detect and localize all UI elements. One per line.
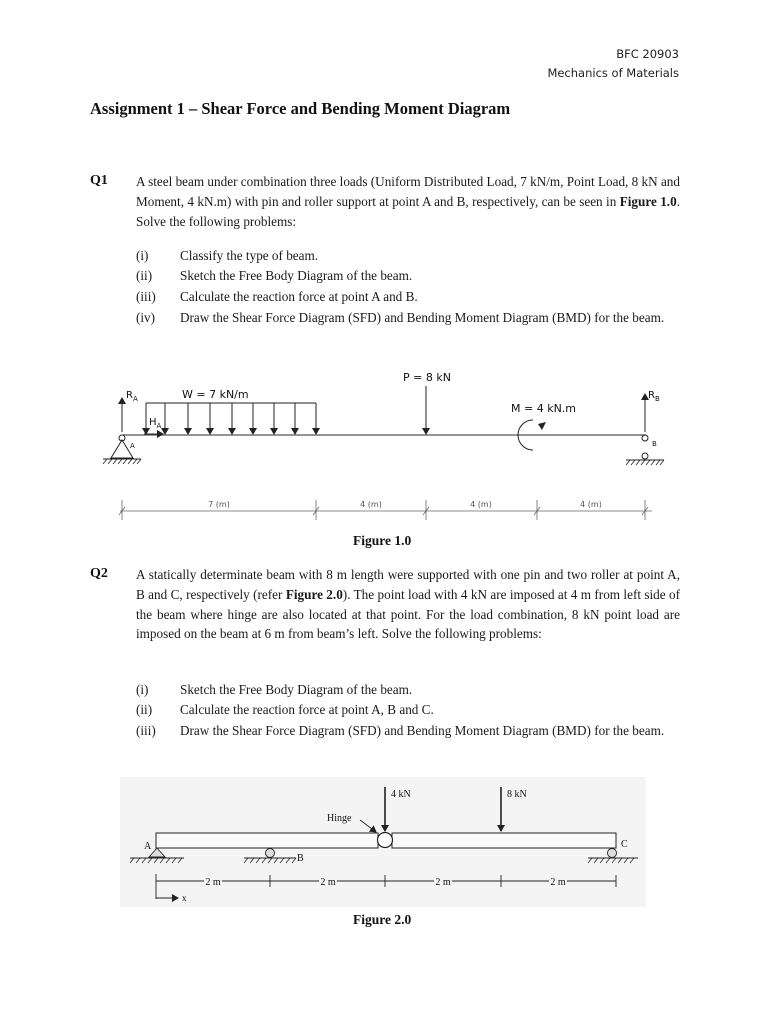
support-a-label: A	[130, 442, 135, 450]
roller-b	[266, 849, 275, 858]
figure-1-beam-diagram	[0, 360, 768, 530]
dimension-label: 2 m	[320, 877, 336, 888]
hinge-circle	[378, 833, 393, 848]
question-2-text-part2: ). The point load with 4 kN are imposed at 4 m from left side of the beam where hinge are also located at that point. For the load combination, 8 kN point load are imposed on the beam at 6 m from beam’s left. Solve the following problems:	[136, 586, 680, 642]
support-c-label: C	[621, 839, 628, 850]
assignment-title: Assignment 1 – Shear Force and Bending Moment Diagram	[90, 99, 511, 118]
q1-item-text: Draw the Shear Force Diagram (SFD) and Bending Moment Diagram (BMD) for the beam.	[180, 310, 665, 325]
course-name: Mechanics of Materials	[547, 66, 679, 80]
figure-2-caption: Figure 2.0	[353, 912, 412, 927]
dimension-label: 7 (m)	[208, 500, 230, 509]
roller-top-b	[642, 435, 648, 441]
q2-item-number: (ii)	[136, 702, 153, 717]
q1-item-text: Classify the type of beam.	[180, 248, 319, 263]
question-1-text-part2: . Solve the following problems:	[136, 193, 680, 229]
question-1-text	[136, 172, 680, 231]
beam-segment-right	[392, 833, 616, 848]
q1-item-text: Sketch the Free Body Diagram of the beam.	[180, 268, 413, 283]
q1-item-number: (iii)	[136, 289, 156, 304]
dimension-label: 4 (m)	[360, 500, 382, 509]
point-load-label: P = 8 kN	[403, 371, 451, 384]
reaction-b-label: $R_B$	[648, 390, 660, 403]
question-2-text	[136, 565, 680, 644]
question-1-number: Q1	[90, 173, 108, 188]
q2-item-text: Sketch the Free Body Diagram of the beam.	[180, 682, 413, 697]
question-1-text-part1: A steel beam under combination three loads (Uniform Distributed Load, 7 kN/m, Point Load, 8 kN and Moment, 4 kN.m) with pin and roller support at point A and B, respectively, can be seen in	[136, 174, 680, 209]
course-code: BFC 20903	[616, 47, 679, 61]
figure-1-caption: Figure 1.0	[353, 533, 412, 548]
udl-label: W = 7 kN/m	[182, 388, 249, 401]
x-axis-label: x	[182, 893, 187, 903]
moment-label: M = 4 kN.m	[511, 402, 577, 415]
reaction-a-label: $R_A$	[126, 390, 138, 403]
dimension-label: 2 m	[435, 877, 451, 888]
q2-item-number: (i)	[136, 682, 149, 697]
q1-item-number: (ii)	[136, 268, 153, 283]
q2-item-text: Calculate the reaction force at point A, B and C.	[180, 702, 434, 717]
figure-2-beam-diagram	[0, 775, 768, 910]
q1-item-text: Calculate the reaction force at point A and B.	[180, 289, 418, 304]
ground-hatch-a	[103, 459, 141, 464]
question-2-text-part1: A statically determinate beam with 8 m length were supported with one pin and two roller at point A, B and C, respectively (refer	[136, 567, 680, 602]
q1-item-number: (i)	[136, 248, 149, 263]
hinge-label: Hinge	[327, 813, 352, 824]
dimension-label: 4 (m)	[470, 500, 492, 509]
dimension-label: 2 m	[550, 877, 566, 888]
question-1-figure-ref: Figure 1.0	[619, 193, 677, 209]
dimension-label: 4 (m)	[580, 500, 602, 509]
support-b-label: B	[297, 853, 304, 864]
question-2-figure-ref: Figure 2.0	[285, 586, 343, 602]
q2-item-number: (iii)	[136, 723, 156, 738]
q2-item-text: Draw the Shear Force Diagram (SFD) and Bending Moment Diagram (BMD) for the beam.	[180, 723, 665, 738]
support-b-label: B	[652, 440, 657, 448]
dimension-label: 2 m	[205, 877, 221, 888]
support-a-label: A	[144, 841, 152, 852]
dimension-ticks-1	[119, 500, 648, 520]
q1-item-number: (iv)	[136, 310, 156, 325]
point-load-8kn-label: 8 kN	[507, 789, 527, 800]
udl-arrows	[146, 403, 316, 434]
horizontal-reaction-label: $H_A$	[149, 417, 162, 430]
roller-bottom-b	[642, 453, 648, 459]
beam-segment-left	[156, 833, 378, 848]
question-2-number: Q2	[90, 566, 108, 581]
point-load-4kn-label: 4 kN	[391, 789, 411, 800]
moment-arrowhead	[538, 422, 546, 430]
roller-c	[608, 849, 617, 858]
ground-hatch-b	[626, 460, 664, 465]
